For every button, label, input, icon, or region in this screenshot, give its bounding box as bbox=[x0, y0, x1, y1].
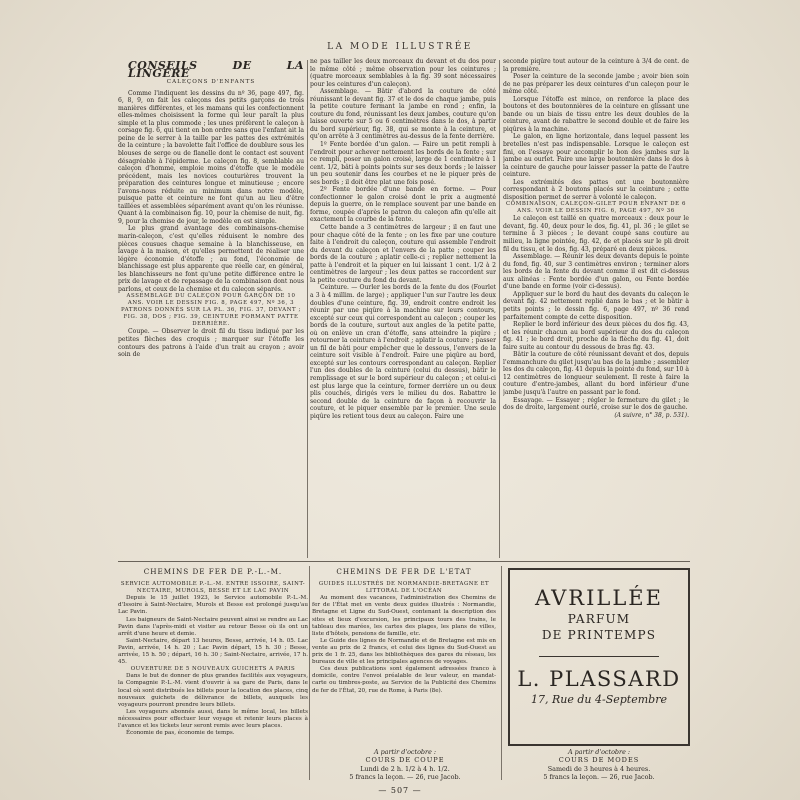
column-divider bbox=[499, 60, 500, 558]
article-title: CONSEILS DE LA LINGÈRE bbox=[128, 59, 304, 80]
article-column-1 bbox=[118, 58, 304, 558]
article-paragraph: Ceinture. — Ourler les bords de la fente du dos (Fourlet a 3 à 4 millim. de large) ; appliquer l'un sur l'autre les deux doubles d'une ceinture, fig. 39, endroit contre endroit les réunir par une piqûre à la machine sur leurs contours, excepté sur ceux qui correspondent au caleçon ; couper les bords de la couture, surtout aux angles de la petite patte, où on enlève un cran d'étoffe, sans atteindre la piqûre ; retourner la ceinture à l'endroit ; aplatir la couture ; passer un fil de bâti pour empêcher que le dessous, l'envers de la ceinture soit visible à l'endroit. Faire une piqûre au bord, excepté sur les contours correspondant au caleçon. Replier l'un des doubles de la ceinture (celui du dessus), bâtir le remplissage et sur le bord supérieur du caleçon ; et celui-ci est plus large que la ceinture, former derrière un ou deux plis couchés, dirigés vers le milieu du dos. Rabattre le second double de la ceinture de façon à recouvrir la couture, et le piquer ensemble par le premier. Une seule piqûre les retient tous deux au caleçon. Faire une bbox=[310, 284, 496, 420]
article-paragraph: Lorsque l'étoffe est mince, on renforce la place des boutons et des boutonnières de la ceinture en glissant une bande ou un biais de tissu entre les deux doubles de la ceinture, avant de rabattre le second double et de faire les piqûres à la machine. bbox=[503, 95, 689, 133]
article-paragraph: Replier le bord inférieur des deux pièces du dos fig. 43, et les réunir chacun au bord supérieur du dos du caleçon fig. 41 ; le bord droit, proche de la flèche du fig. 41, doit faire suite au contour du dessous de bras fig. 43. bbox=[503, 321, 689, 351]
plm-paragraph: Les voyageurs abonnés aussi, dans le même local, les billets nécessaires pour effectuer leur voyage et retenir leurs places à l'avance et les tickets leur seront remis avec leurs places. bbox=[118, 708, 308, 729]
column-divider bbox=[501, 566, 502, 780]
etat-notice bbox=[312, 568, 496, 744]
article-paragraph: 2º Fente bordée d'une bande en forme. — Pour confectionner le galon croisé dont le prix a augmenté depuis la guerre, on le remplace souvent par une bande en forme, coupée d'après le patron du caleçon afin qu'elle ait exactement la courbe de la fente. bbox=[310, 186, 496, 224]
article-paragraph: 1º Fente bordée d'un galon. — Faire un petit rempli à l'endroit pour achever nettement les bords de la fente ; sur ce rempli, poser un galon croisé, large de 1 centimètre à 1 cent. 1/2, bâti à points points sur ses deux bords ; le laisser un peu soutenir dans les courbes et ne le piquer près de ses bords ; il doit être plat une fois posé. bbox=[310, 141, 496, 186]
column-divider bbox=[307, 60, 308, 558]
figure-caption: ASSEMBLAGE DU CALEÇON POUR GARÇON DE 10 ANS. VOIR LE DESSIN FIG. 8, PAGE 497, Nº 36, 3 PATRONS DONNÉS SUR LA PL. 36, FIG. 37, DEVANT ; FIG. 38, DOS ; FIG. 39, CEINTURE FORMANT PATTE DERRIÈRE. bbox=[121, 293, 301, 328]
course-intro: A partir d'octobre : bbox=[567, 748, 631, 756]
article-column-3 bbox=[503, 58, 689, 560]
continued-note: (A suivre, n° 38, p. 531). bbox=[614, 411, 689, 419]
article-paragraph: seconde piqûre tout autour de la ceinture à 3/4 de cent. de la première. bbox=[503, 58, 689, 73]
plm-title: CHEMINS DE FER DE P.-L.-M. bbox=[143, 568, 283, 576]
article-paragraph: Le caleçon est taillé en quatre morceaux : deux pour le devant, fig. 40, deux pour le dos, fig. 41, pl. 36 ; le gilet se termine à 3 pièces ; le devant coupé sans couture au milieu, la ligne pointée, fig. 42, de et placés sur le pli droit fil du tissu, et le dos, fig. 43, préparé en deux pièces. bbox=[503, 215, 689, 253]
course-price: 5 francs la leçon. — 26, rue Jacob. bbox=[543, 773, 655, 782]
article-paragraph: Coupe. — Observer le droit fil du tissu indiqué par les petites flèches des croquis ; marquer sur l'étoffe les contours des patrons à l'aide d'un trait au crayon ; avoir soin de bbox=[118, 328, 304, 359]
article-paragraph: Le galon, en ligne horizontale, dans lequel passent les bretelles n'est pas indispensable. Lorsque le caleçon est fini, on l'essaye pour accomplir le bon des jambes sur la jambe au ourlet. Faire une large boutonnière dans le dos à la ceinture de gauche pour laisser passer la patte de l'autre ceinture. bbox=[503, 133, 689, 179]
plm-heading: SERVICE AUTOMOBILE P.-L.-M. ENTRE ISSOIRE, SAINT-NECTAIRE, MUROLS, BESSE ET LE LAC PAVIN bbox=[120, 581, 306, 595]
article-column-2 bbox=[310, 58, 496, 560]
plm-notice bbox=[118, 568, 308, 768]
article-paragraph: Comme l'indiquent les dessins du nº 36, page 497, fig. 6, 8, 9, on fait les caleçons des petits garçons de trois manières différentes, et les mamans qui les confectionnent elles-mêmes choisissent la forme qui leur paraît la plus simple et la plus commode ; les unes préfèrent le caleçon à corsage fig. 6, qui tient en bon ordre sans que l'enfant ait la peine de le serrer à la taille par les pattes des extrémités de la ceinture ; la bavolette fait l'office de doublure sous les blouses de serge ou de flanelle dont le contact est souvent désagréable à l'épiderme. Le caleçon fig. 8, semblable au caleçon d'homme, emploie moins d'étoffe que le modèle précédent, mais les novices couturières trouvent la préparation des ceintures longue et minutieuse ; encore l'avons-nous réduite au minimum dans notre modèle, puisque patte et ceinture ne font qu'un au lieu d'être taillées et assemblées séparément avant qu'on les réunisse. Quant à la combinaison fig. 10, pour la chemise de nuit, fig. 9, pour la chemise de jour, le modèle en est simple. bbox=[118, 89, 304, 225]
section-divider bbox=[118, 561, 690, 562]
ad-line: DE PRINTEMPS bbox=[541, 628, 657, 642]
etat-heading: GUIDES ILLUSTRÉS DE NORMANDIE-BRETAGNE ET LITTORAL DE L'OCÉAN bbox=[318, 581, 490, 595]
ad-address: 17, Rue du 4-Septembre bbox=[531, 693, 667, 706]
ad-company-name: L. PLASSARD bbox=[517, 667, 681, 691]
course-schedule: Samedi de 3 heures à 4 heures. bbox=[547, 764, 651, 773]
ad-brand: AVRILLÉE bbox=[535, 586, 663, 610]
ad-line: PARFUM bbox=[567, 612, 631, 626]
etat-paragraph: Ces deux publications sont également adressées franco à domicile, contre l'envoi préalable de leur valeur, en mandat-carte ou timbres-poste, au Service de la Publicité des Chemins de fer de l'État, 20, rue de Rome, à Paris (8e). bbox=[312, 666, 496, 694]
page-number: — 507 — bbox=[378, 786, 422, 795]
plm-paragraph: Dans le but de donner de plus grandes facilités aux voyageurs, la Compagnie P.-L.-M. vient d'ouvrir à sa gare de Paris, dans le local où sont distribués les billets pour la location des places, cinq nouveaux guichets de délivrance de billets, auxquels les voyageurs pourront prendre leurs billets. bbox=[118, 673, 308, 708]
article-paragraph: Le plus grand avantage des combinaisons-chemise marin-caleçon, c'est qu'elles réduisent le nombre des pièces cousues chaque semaine à la blanchisseuse, en lavage à la maison, et qu'elles permettent de réaliser une légère économie d'étoffe ; au fond, l'économie de blanchissage est plus apparente que réelle car, en général, les blanchisseurs ne font qu'une petite différence entre le prix de lavage et de repassage de la combinaison dont nous parlons, et ceux de la chemise et du caleçon séparés. bbox=[118, 225, 304, 293]
ad-divider bbox=[539, 656, 659, 657]
cutting-course-notice bbox=[310, 748, 500, 782]
course-intro: A partir d'octobre : bbox=[373, 748, 437, 756]
article-paragraph: ne pas tailler les deux morceaux du devant et du dos pour le même côté ; même observation pour les ceintures ; (quatre morceaux semblables à la fig. 39 sont nécessaires pour les ceintures d'un caleçon). bbox=[310, 58, 496, 88]
millinery-course-notice bbox=[508, 748, 690, 782]
etat-title: CHEMINS DE FER DE L'ETAT bbox=[336, 568, 472, 576]
article-paragraph: Assemblage. — Bâtir d'abord la couture de côté réunissant le devant fig. 37 et le dos de chaque jambe, puis la petite couture fermant la jambe en rond ; enfin, la couture du fond, réunissant les deux jambes, couture qu'on laisse ouverte sur 5 ou 6 centimètres dans le dos, à partir du bord supérieur, fig. 38, qui se monte à la ceinture, et qu'on arrête à 3 centimètres au-dessus de la fente derrière. bbox=[310, 88, 496, 141]
plm-paragraph: Les baigneurs de Saint-Nectaire peuvent ainsi se rendre au Lac Pavin dans l'après-midi et visiter au retour Besse où ils ont un arrêt d'une heure et demie. bbox=[118, 616, 308, 637]
running-head: LA MODE ILLUSTRÉE bbox=[327, 42, 473, 52]
plm-heading: OUVERTURE DE 5 NOUVEAUX GUICHETS A PARIS bbox=[130, 666, 296, 673]
etat-paragraph: Le Guide des lignes de Normandie et de Bretagne est mis en vente au prix de 2 francs, et celui des lignes du Sud-Ouest au prix de 1 fr. 25, dans les bibliothèques des gares du réseau, les bureaux de ville et les principales agences de voyages. bbox=[312, 637, 496, 666]
article-paragraph: Les extrémités des pattes ont une boutonnière correspondant à 2 boutons placés sur la ceinture ; cette disposition permet de serrer à volonté le caleçon. bbox=[503, 178, 689, 201]
article-paragraph: Assemblage. — Réunir les deux devants depuis le pointe du fond, fig. 40, sur 3 centimètres environ ; terminer alors les bords de la fente du devant comme il est dit ci-dessus aux alinéas : Fente bordée d'un galon, ou Fente bordée d'une bande en forme (voir ci-dessus). bbox=[503, 253, 689, 291]
course-title: COURS DE MODES bbox=[558, 756, 640, 765]
article-subtitle: CALEÇONS D'ENFANTS bbox=[166, 79, 256, 86]
plm-paragraph: Économie de pas, économie de temps. bbox=[126, 730, 235, 737]
perfume-advertisement bbox=[508, 568, 690, 746]
course-price: 5 francs la leçon. — 26, rue Jacob. bbox=[349, 773, 461, 782]
article-paragraph: Bâtir la couture de côté réunissant devant et dos, depuis l'emmanchure du gilet jusqu'au bas de la jambe ; assembler les dos du caleçon, fig. 41 depuis la pointe du fond, sur 10 à 12 centimètres de longueur seulement. Il reste à faire la couture d'entre-jambes, allant du bord inférieur d'une jambe jusqu'à l'autre en passant par le fond. bbox=[503, 351, 689, 396]
article-paragraph: Cette bande a 3 centimètres de largeur ; il en faut une pour chaque côté de la fente ; on les fixe par une couture faite à l'endroit du caleçon, couture qui assemble l'endroit du devant du caleçon et l'envers de la patte ; couper les bords de la couture ; aplatir celle-ci ; replier nettement la patte à l'endroit et la piquer en lui laissant 1 cent. 1/2 à 2 centimètres de largeur ; les deux pattes se raccordent sur la petite couture du fond du devant. bbox=[310, 224, 496, 284]
course-title: COURS DE COUPE bbox=[365, 756, 445, 765]
article-paragraph: Poser la ceinture de la seconde jambe ; avoir bien soin de ne pas préparer les deux ceintures d'un caleçon pour le même côté. bbox=[503, 73, 689, 96]
plm-paragraph: Depuis le 15 juillet 1923, le Service automobile P.-L.-M. d'Issoire à Saint-Nectaire, Murols et Besse est prolongé jusqu'au Lac Pavin. bbox=[118, 595, 308, 616]
plm-paragraph: Saint-Nectaire, départ 13 heures, Besse, arrivée, 14 h. 05. Lac Pavin, arrivée, 14 h. 20 ; Lac Pavin départ, 15 h. 30 ; Besse, arrivée, 15 h. 50 ; départ, 16 h. 30 ; Saint-Nectaire, arrivée, 17 h. 45. bbox=[118, 637, 308, 666]
course-schedule: Lundi de 2 h. 1/2 à 4 h. 1/2. bbox=[360, 764, 450, 773]
figure-caption: COMBINAISON, CALEÇON-GILET POUR ENFANT DE 6 ANS. VOIR LE DESSIN FIG. 6, PAGE 497, Nº 36 bbox=[505, 201, 687, 215]
etat-paragraph: Au moment des vacances, l'administration des Chemins de fer de l'État met en vente deux guides illustrés : Normandie, Bretagne et Ligne du Sud-Ouest, contenant la description des sites et lieux d'excursion, les principaux tours des trains, le tableau des marées, les cartes des plages, les plans de villes, liste d'hôtels, pensions de famille, etc. bbox=[312, 595, 496, 637]
article-paragraph: Essayage. — Essayer ; régler le fermeture du gilet ; le dos de droite, largement ourlé, croise sur le dos de gauche. bbox=[503, 396, 689, 412]
article-paragraph: Appliquer sur le bord du haut des devants du caleçon le devant fig. 42 nettement replié dans le bas ; et le bâtir à petits points ; le dessin fig. 6, page 497, nº 36 rend parfaitement compte de cette disposition. bbox=[503, 290, 689, 321]
